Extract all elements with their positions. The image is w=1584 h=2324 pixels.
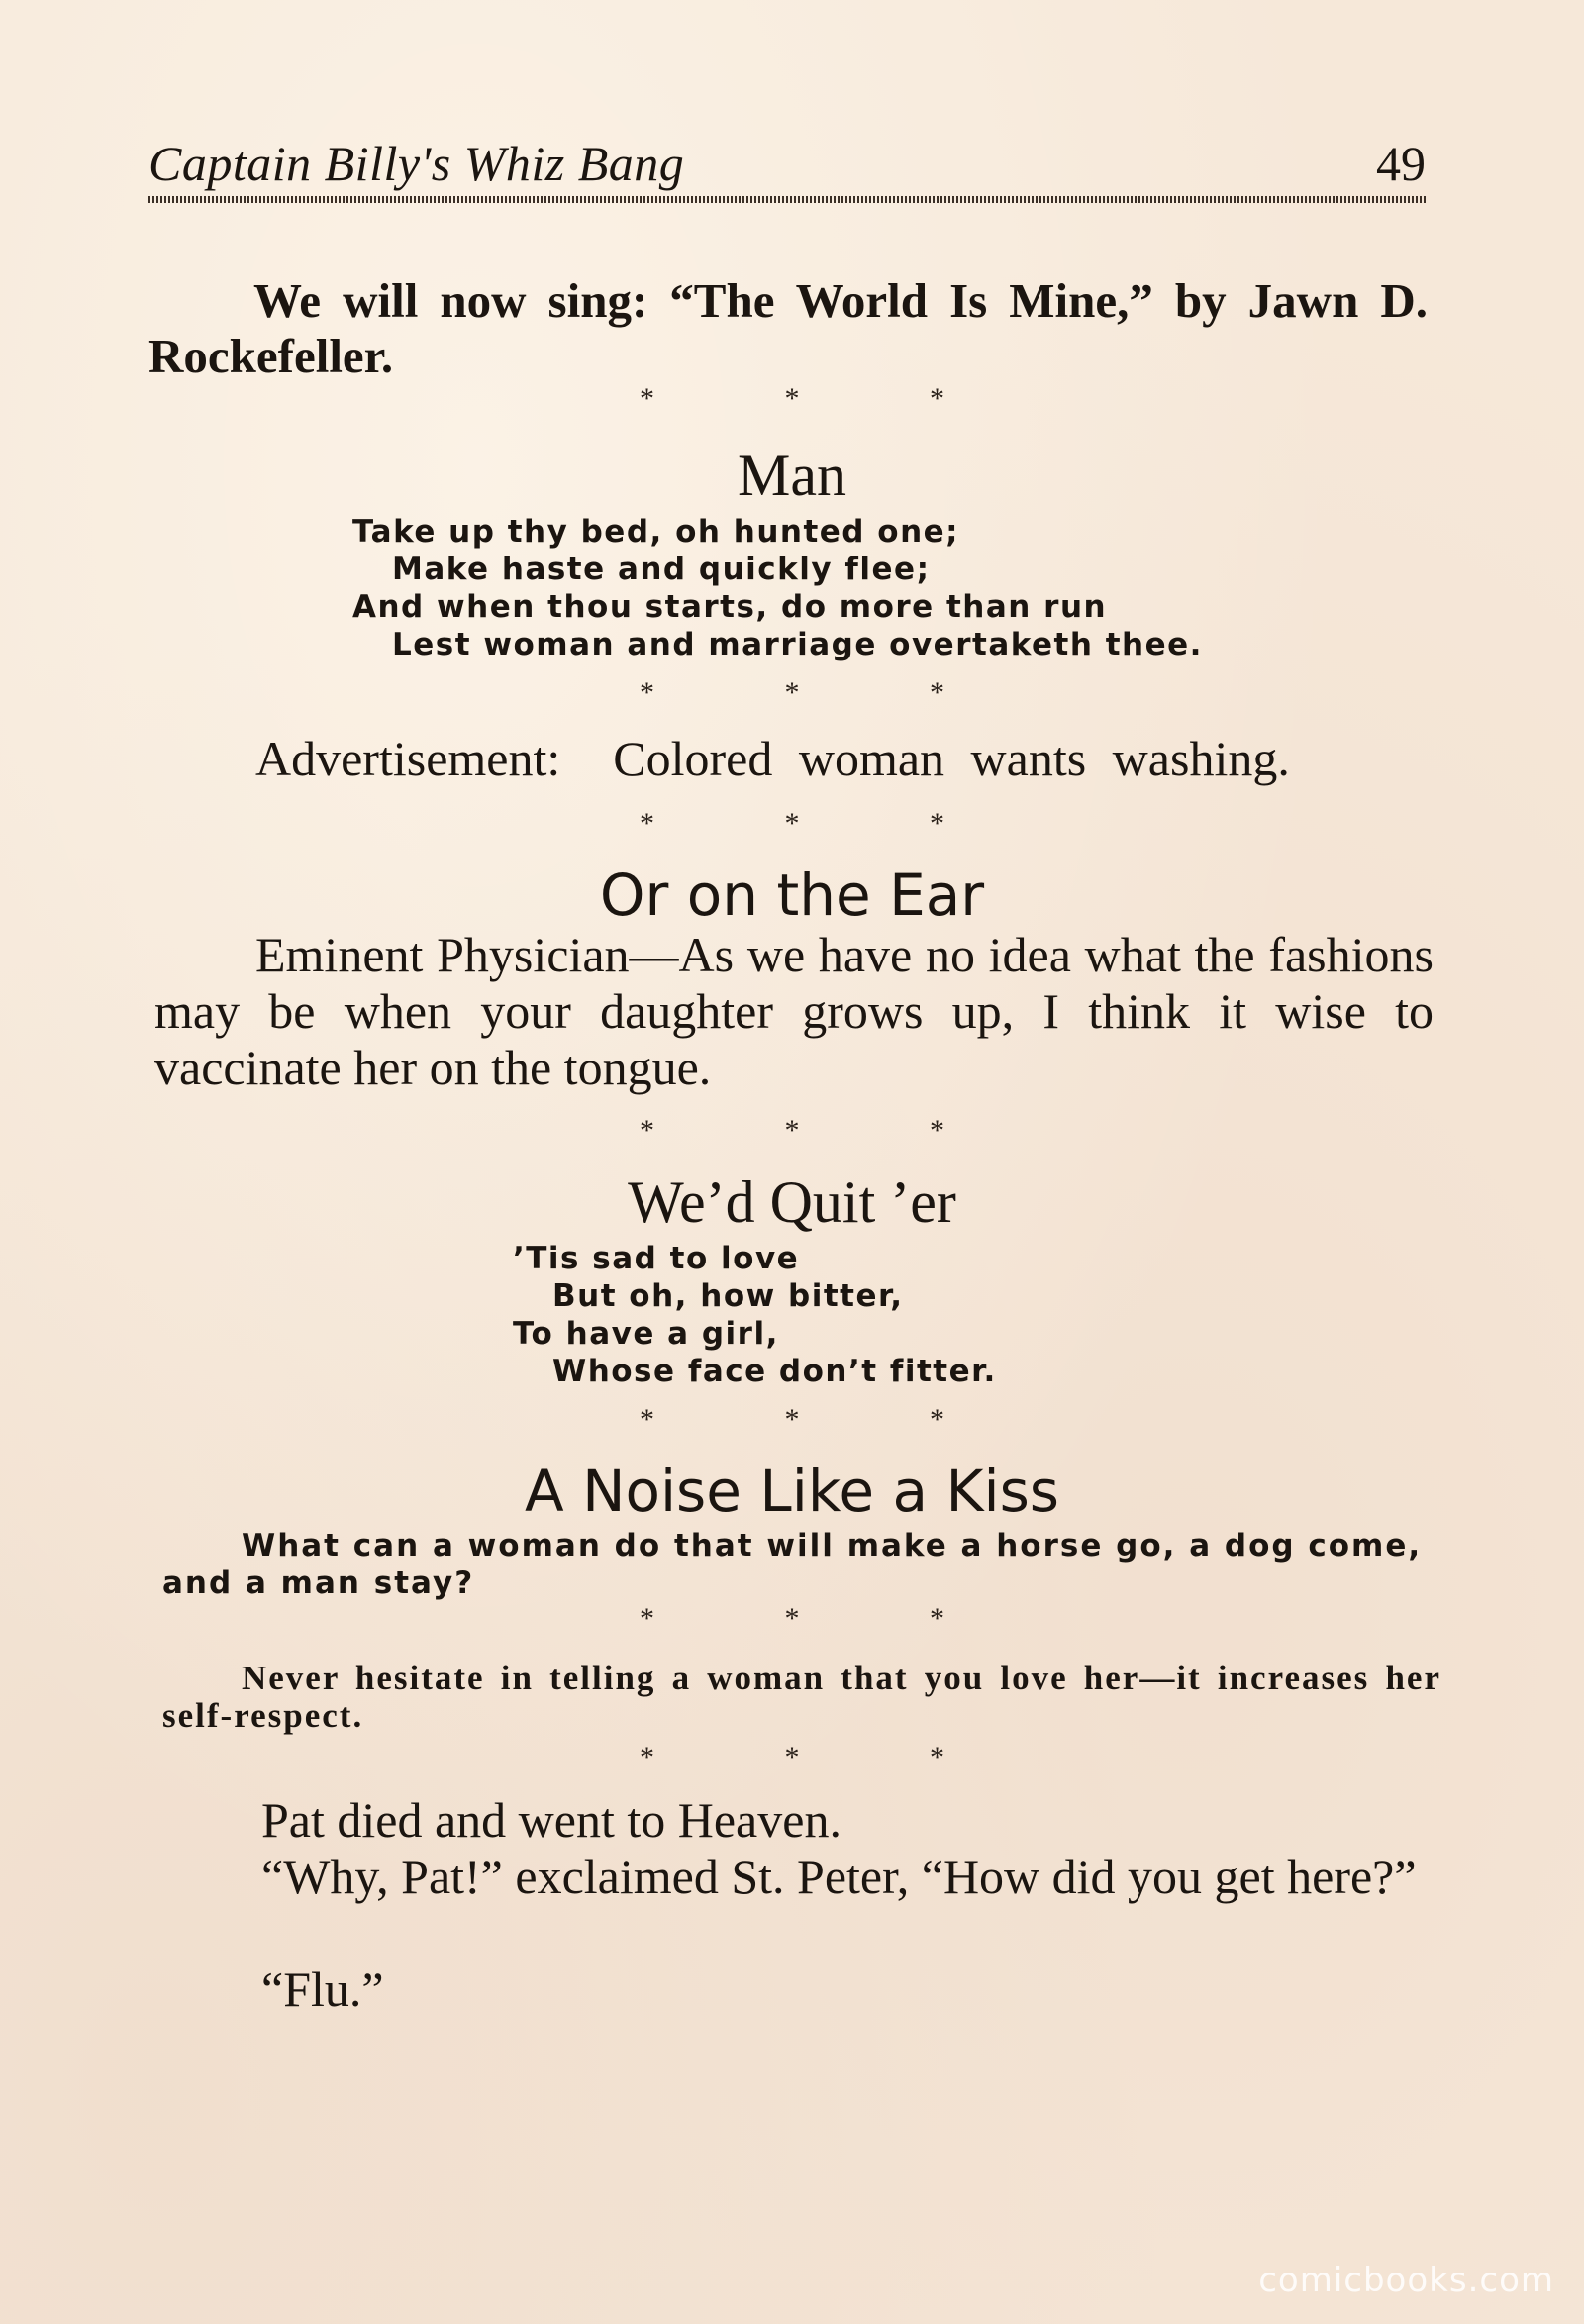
intro-paragraph: We will now sing: “The World Is Mine,” by Jawn D. Rockefeller.	[148, 273, 1428, 383]
heading-wed-quit-er: We’d Quit ’er	[628, 1169, 956, 1235]
separator-3: * * *	[640, 807, 1006, 840]
pat-line-1: Pat died and went to Heaven.	[261, 1792, 842, 1848]
poem-line: And when thou starts, do more than run	[352, 589, 1108, 625]
pat-line-3: “Flu.”	[261, 1962, 384, 2017]
poem-line: Whose face don’t fitter.	[552, 1354, 997, 1389]
hesitate-paragraph: Never hesitate in telling a woman that you love her—it increases her self-respect.	[162, 1659, 1441, 1735]
kiss-paragraph: What can a woman do that will make a horse go, a dog come, and a man stay?	[162, 1528, 1423, 1601]
poem-line: ’Tis sad to love	[513, 1241, 800, 1276]
separator-4: * * *	[640, 1114, 1006, 1147]
poem-line: To have a girl,	[513, 1316, 779, 1352]
poem-line: Take up thy bed, oh hunted one;	[352, 514, 960, 550]
header-rule	[148, 196, 1426, 203]
heading-a-noise-like-a-kiss: A Noise Like a Kiss	[524, 1458, 1060, 1525]
running-title: Captain Billy's Whiz Bang	[148, 136, 685, 191]
page-number: 49	[1376, 136, 1426, 191]
separator-1: * * *	[640, 382, 1006, 415]
heading-or-on-the-ear: Or on the Ear	[599, 861, 985, 929]
advertisement: Advertisement: Colored woman wants washing.	[255, 731, 1290, 786]
ear-paragraph: Eminent Physician—As we have no idea what the fashions may be when your daughter grows up, I think it wise to vaccinate her on the tongue.	[154, 927, 1434, 1095]
watermark: comicbooks.com	[1258, 2261, 1554, 2300]
poem-man	[352, 513, 1203, 663]
separator-7: * * *	[640, 1741, 1006, 1773]
separator-6: * * *	[640, 1602, 1006, 1635]
poem-quit	[513, 1240, 997, 1390]
separator-2: * * *	[640, 676, 1006, 709]
poem-line: But oh, how bitter,	[552, 1278, 904, 1314]
pat-line-2: “Why, Pat!” exclaimed St. Peter, “How did you get here?”	[261, 1849, 1417, 1904]
poem-line: Lest woman and marriage overtaketh thee.	[392, 627, 1203, 662]
heading-man: Man	[738, 443, 846, 508]
poem-line: Make haste and quickly flee;	[392, 552, 931, 587]
separator-5: * * *	[640, 1403, 1006, 1436]
